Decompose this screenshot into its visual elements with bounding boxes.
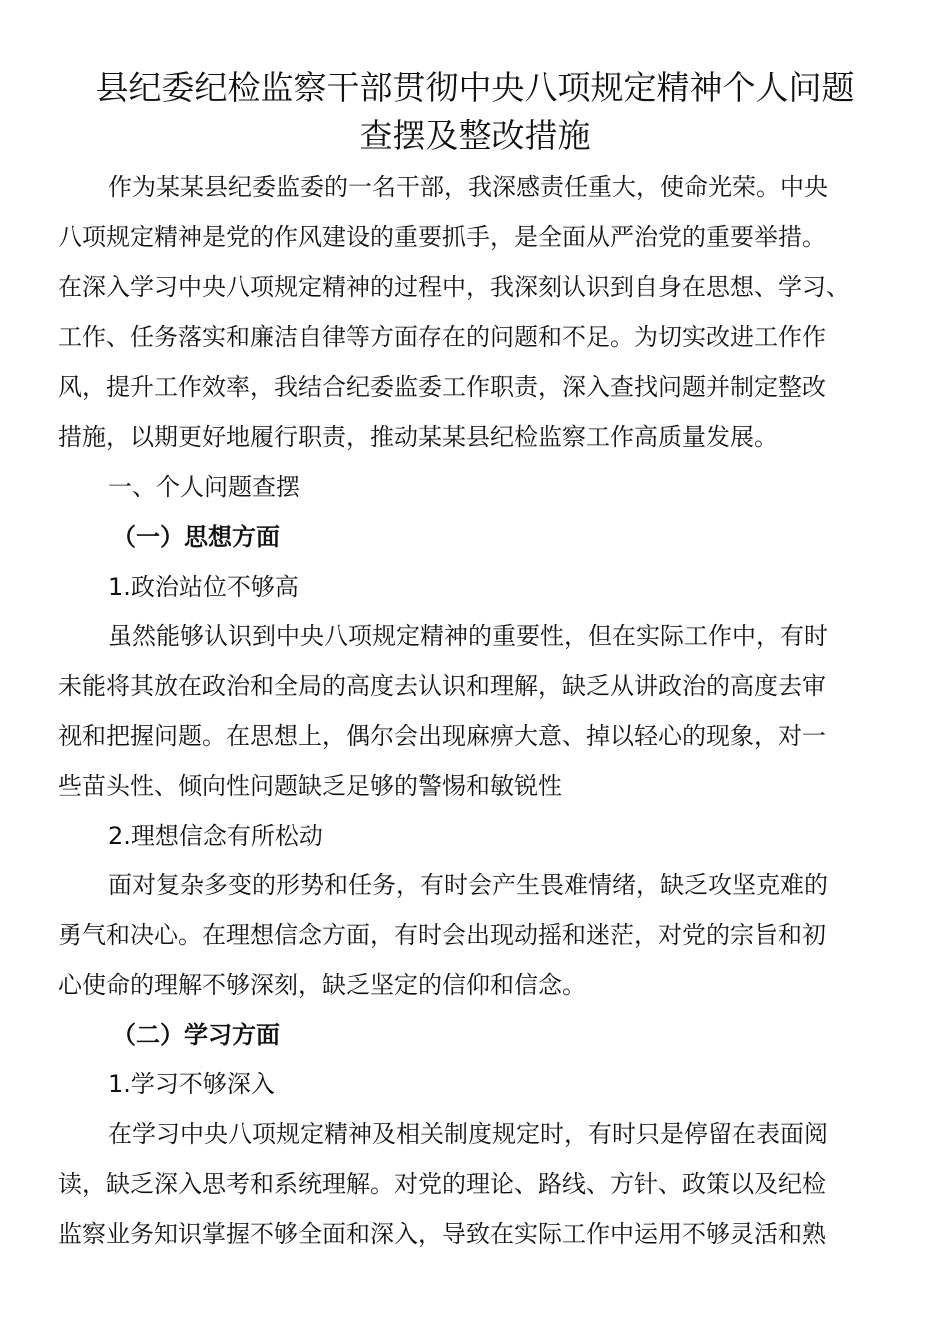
item-heading: 1.学习不够深入 xyxy=(108,1070,275,1098)
paragraph-line: 面对复杂多变的形势和任务，有时会产生畏难情绪，缺乏攻坚克难的 xyxy=(108,871,828,899)
section-heading: 一、个人问题查摆 xyxy=(108,473,300,501)
item-heading: 2.理想信念有所松动 xyxy=(108,822,323,850)
paragraph-line: 视和把握问题。在思想上，偶尔会出现麻痹大意、掉以轻心的现象，对一 xyxy=(58,722,826,750)
paragraph-line: 八项规定精神是党的作风建设的重要抓手，是全面从严治党的重要举措。 xyxy=(58,223,826,251)
paragraph-line: 措施，以期更好地履行职责，推动某某县纪检监察工作高质量发展。 xyxy=(58,423,778,451)
paragraph-line: 工作、任务落实和廉洁自律等方面存在的问题和不足。为切实改进工作作 xyxy=(58,323,826,351)
item-heading: 1.政治站位不够高 xyxy=(108,573,299,601)
paragraph-line: 未能将其放在政治和全局的高度去认识和理解，缺乏从讲政治的高度去审 xyxy=(58,672,826,700)
subsection-heading: （二）学习方面 xyxy=(112,1021,280,1049)
paragraph-line: 虽然能够认识到中央八项规定精神的重要性，但在实际工作中，有时 xyxy=(108,622,828,650)
document-title-line-1: 县纪委纪检监察干部贯彻中央八项规定精神个人问题 xyxy=(95,68,855,107)
paragraph-line: 风，提升工作效率，我结合纪委监委工作职责，深入查找问题并制定整改 xyxy=(58,373,826,401)
paragraph-line: 在深入学习中央八项规定精神的过程中，我深刻认识到自身在思想、学习、 xyxy=(58,273,850,301)
subsection-heading: （一）思想方面 xyxy=(112,523,280,551)
paragraph-line: 在学习中央八项规定精神及相关制度规定时，有时只是停留在表面阅 xyxy=(108,1120,828,1148)
paragraph-line: 读，缺乏深入思考和系统理解。对党的理论、路线、方针、政策以及纪检 xyxy=(58,1170,826,1198)
paragraph-line: 监察业务知识掌握不够全面和深入，导致在实际工作中运用不够灵活和熟 xyxy=(58,1220,826,1248)
paragraph-line: 勇气和决心。在理想信念方面，有时会出现动摇和迷茫，对党的宗旨和初 xyxy=(58,921,826,949)
paragraph-line: 些苗头性、倾向性问题缺乏足够的警惕和敏锐性 xyxy=(58,772,562,800)
paragraph-line: 心使命的理解不够深刻，缺乏坚定的信仰和信念。 xyxy=(58,971,586,999)
document-title-line-2: 查摆及整改措施 xyxy=(359,116,591,155)
paragraph-line: 作为某某县纪委监委的一名干部，我深感责任重大，使命光荣。中央 xyxy=(108,173,828,201)
